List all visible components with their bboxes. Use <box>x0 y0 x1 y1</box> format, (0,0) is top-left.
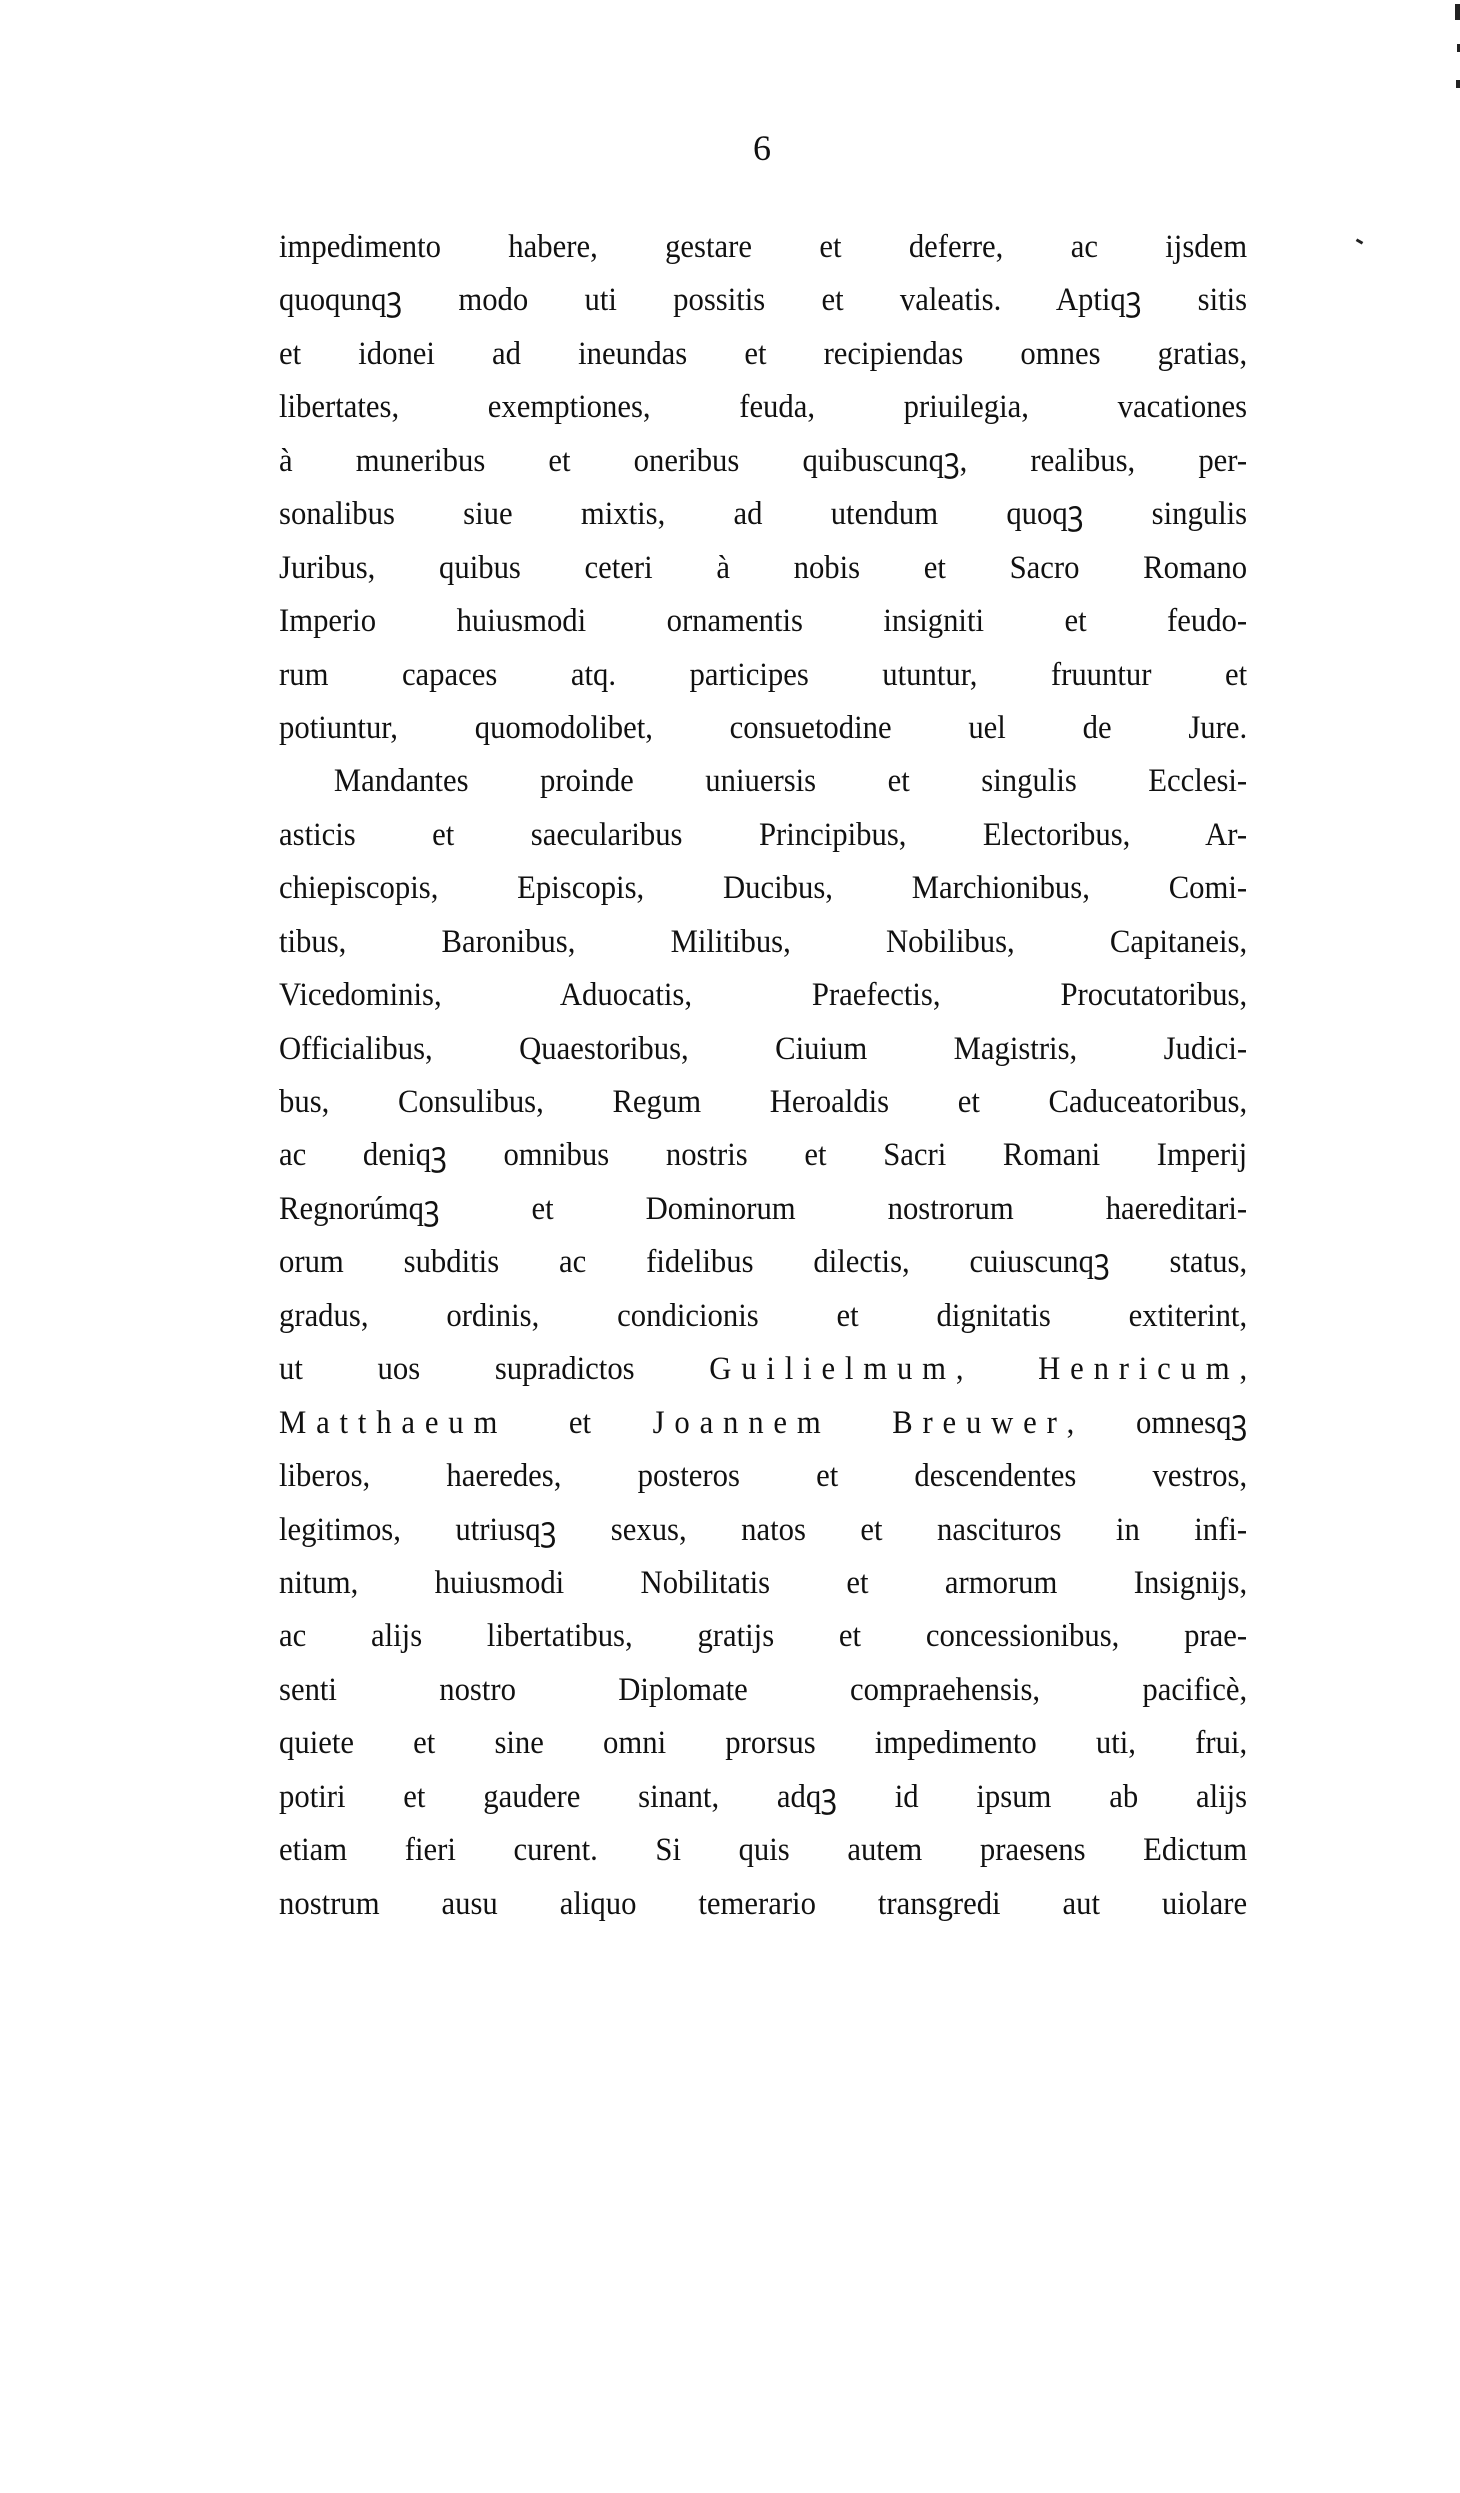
spaced-name: Matthaeum <box>279 1404 508 1441</box>
spaced-name: Henricum <box>1038 1351 1240 1388</box>
text-line <box>279 542 1247 595</box>
text-segment: Vicedominis, Aduocatis, Praefectis, Procutatoribus, <box>279 977 1248 1014</box>
text-line <box>279 1343 1247 1396</box>
text-line <box>279 1878 1247 1931</box>
text-segment: et <box>507 1404 653 1441</box>
text-segment: legitimos, utriusqꝫ sexus, natos et nascituros in infi- <box>279 1511 1248 1548</box>
text-segment: chiepiscopis, Episcopis, Ducibus, Marchionibus, Comi- <box>279 870 1248 907</box>
text-line <box>279 595 1247 648</box>
text-segment: ut uos supradictos <box>279 1351 710 1388</box>
text-line <box>279 1610 1247 1663</box>
page-edge-mark <box>1455 4 1460 20</box>
text-segment: rum capaces atq. participes utuntur, fruuntur et <box>279 656 1248 693</box>
text-line <box>279 809 1247 862</box>
text-line <box>279 1236 1247 1289</box>
stray-mark <box>1356 238 1364 244</box>
text-segment: ac deniqꝫ omnibus nostris et Sacri Romani Imperij <box>279 1137 1248 1174</box>
text-segment: Mandantes proinde uniuersis et singulis Ecclesi- <box>333 763 1248 800</box>
body-text <box>279 221 1247 1931</box>
text-line <box>279 702 1247 755</box>
text-line <box>279 381 1247 434</box>
text-line <box>279 435 1247 488</box>
text-segment: Officialibus, Quaestoribus, Ciuium Magistris, Judici- <box>279 1030 1248 1067</box>
text-line <box>279 1664 1247 1717</box>
text-segment: impedimento habere, gestare et deferre, ac ijsdem <box>279 229 1248 265</box>
text-segment: sonalibus siue mixtis, ad utendum quoqꝫ singulis <box>279 496 1248 533</box>
text-line <box>279 221 1247 274</box>
text-line <box>279 1717 1247 1770</box>
text-segment: , <box>1239 1351 1248 1388</box>
text-segment: senti nostro Diplomate compraehensis, pacificè, <box>279 1671 1248 1708</box>
text-segment: asticis et saecularibus Principibus, Electoribus, Ar- <box>279 816 1248 853</box>
text-segment: libertates, exemptiones, feuda, priuilegia, vacationes <box>279 389 1248 426</box>
text-segment: gradus, ordinis, condicionis et dignitatis extiterint, <box>279 1297 1248 1334</box>
text-line <box>279 1824 1247 1877</box>
text-line <box>279 1183 1247 1236</box>
text-line <box>279 916 1247 969</box>
text-line <box>279 1557 1247 1610</box>
text-segment: nitum, huiusmodi Nobilitatis et armorum Insignijs, <box>279 1564 1248 1601</box>
text-line <box>279 1504 1247 1557</box>
text-segment: ac alijs libertatibus, gratijs et concessionibus, prae- <box>279 1618 1248 1655</box>
text-segment: potiri et gaudere sinant, adqꝫ id ipsum ab alijs <box>279 1778 1248 1815</box>
spaced-name: Breuwer <box>892 1404 1067 1441</box>
text-line <box>279 1023 1247 1076</box>
text-segment: bus, Consulibus, Regum Heroaldis et Caduceatoribus, <box>279 1084 1248 1120</box>
text-line <box>279 1397 1247 1450</box>
text-line <box>279 1129 1247 1182</box>
text-line <box>279 274 1247 327</box>
text-line <box>279 862 1247 915</box>
text-segment: , omnesqꝫ <box>1066 1404 1248 1441</box>
text-segment: à muneribus et oneribus quibuscunqꝫ, realibus, per- <box>279 442 1248 479</box>
text-segment: potiuntur, quomodolibet, consuetodine uel de Jure. <box>279 709 1248 746</box>
text-line <box>279 1076 1247 1129</box>
text-line <box>279 649 1247 702</box>
text-segment: orum subditis ac fidelibus dilectis, cuiuscunqꝫ status, <box>279 1244 1248 1281</box>
text-segment: tibus, Baronibus, Militibus, Nobilibus, Capitaneis, <box>279 923 1248 960</box>
text-segment: quiete et sine omni prorsus impedimento uti, frui, <box>279 1725 1248 1762</box>
text-segment: liberos, haeredes, posteros et descendentes vestros, <box>279 1458 1248 1495</box>
text-segment: nostrum ausu aliquo temerario transgredi aut uiolare <box>279 1885 1248 1922</box>
page-number: 6 <box>753 128 771 168</box>
text-line <box>279 488 1247 541</box>
paragraph-start-line <box>279 755 1247 808</box>
text-line <box>279 1450 1247 1503</box>
spaced-name: Joannem <box>652 1404 831 1441</box>
text-line <box>279 1771 1247 1824</box>
text-line <box>279 1290 1247 1343</box>
text-segment: et idonei ad ineundas et recipiendas omnes gratias, <box>279 335 1248 372</box>
text-segment: Juribus, quibus ceteri à nobis et Sacro Romano <box>279 549 1248 586</box>
text-segment <box>831 1405 893 1441</box>
text-segment: quoqunqꝫ modo uti possitis et valeatis. Aptiqꝫ sitis <box>279 282 1248 319</box>
spaced-name: Guilielmum <box>709 1351 956 1388</box>
text-segment: Regnorúmqꝫ et Dominorum nostrorum haereditari- <box>279 1190 1248 1227</box>
text-segment: Imperio huiusmodi ornamentis insigniti et feudo- <box>279 603 1248 640</box>
page-edge-mark <box>1456 80 1460 88</box>
text-segment: , <box>955 1351 1039 1388</box>
text-segment: etiam fieri curent. Si quis autem praesens Edictum <box>279 1832 1248 1869</box>
text-line <box>279 969 1247 1022</box>
text-line <box>279 328 1247 381</box>
